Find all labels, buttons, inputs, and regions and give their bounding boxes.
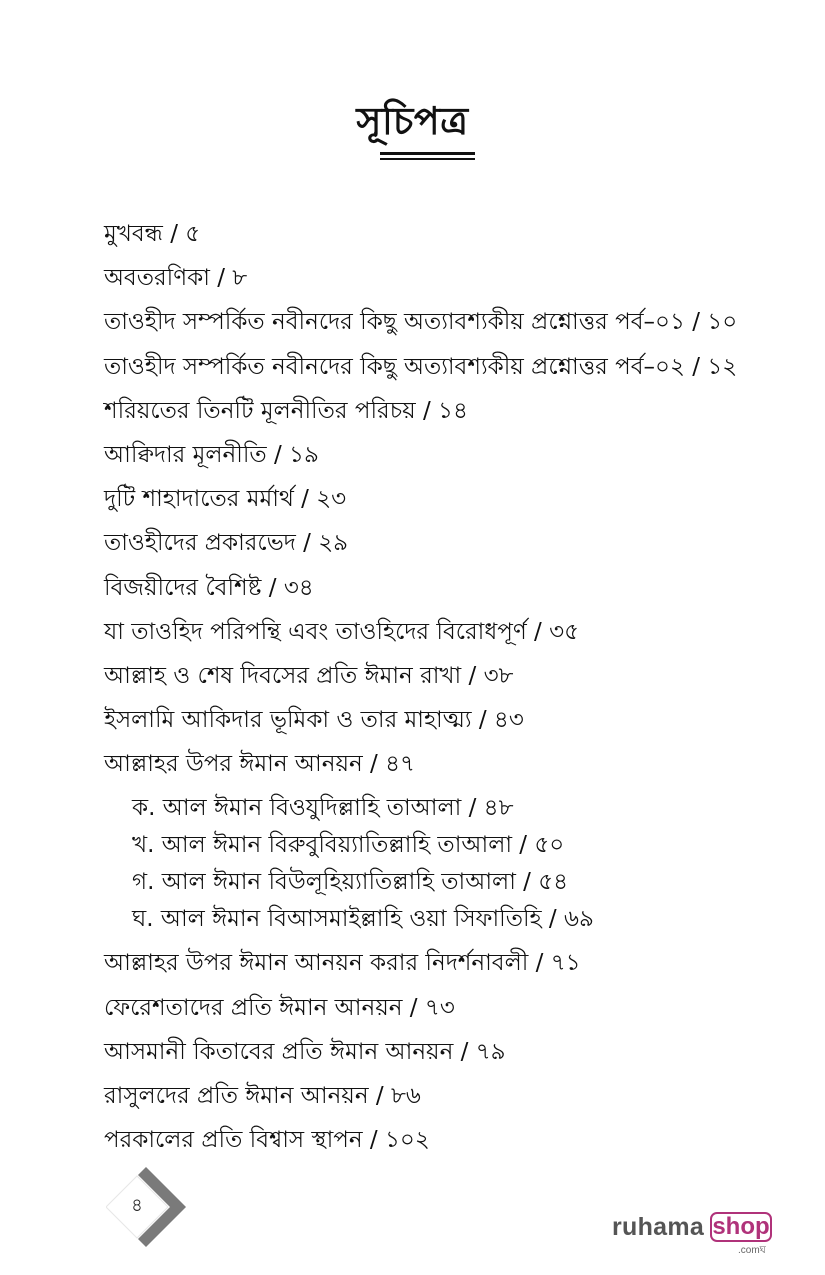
toc-entry: অবতরণিকা / ৮ [104,265,248,292]
page-header [0,95,825,147]
title-underline-thin [380,158,475,160]
toc-entry: বিজয়ীদের বৈশিষ্ট / ৩৪ [104,574,314,601]
toc-entry: আল্লাহর উপর ঈমান আনয়ন করার নিদর্শনাবলী / ৭১ [104,950,581,977]
toc-entry: দুটি শাহাদাতের মর্মার্থ / ২৩ [104,486,347,513]
page-title: সূচিপত্র [356,99,469,143]
toc-entry: আল্লাহর উপর ঈমান আনয়ন / ৪৭ [104,751,415,778]
toc-sub-entry: গ. আল ঈমান বিউলূহিয়্যাতিল্লাহি তাআলা / ৫৪ [132,869,569,896]
toc-entry: মুখবন্ধ / ৫ [104,221,201,247]
toc-entry: ফেরেশতাদের প্রতি ঈমান আনয়ন / ৭৩ [104,994,455,1021]
brand-name: ruhama [612,1213,705,1241]
brand-shop-badge: shop [710,1212,772,1242]
toc-sub-entry: খ. আল ঈমান বিরুবুবিয়্যাতিল্লাহি তাআলা / ৫০ [132,832,565,859]
title-underline-thick [380,152,475,155]
toc-entry: আল্লাহ ও শেষ দিবসের প্রতি ঈমান রাখা / ৩৮ [104,662,514,689]
brand-logo [612,1209,782,1259]
toc-sub-entry: ঘ. আল ঈমান বিআসমাইল্লাহি ওয়া সিফাতিহি / ৬৯ [132,906,594,933]
toc-entry: যা তাওহিদ পরিপন্থি এবং তাওহিদের বিরোধপূর্ণ / ৩৫ [104,618,579,645]
table-of-contents [104,214,784,1164]
toc-entry: রাসুলদের প্রতি ঈমান আনয়ন / ৮৬ [104,1083,421,1109]
toc-entry: তাওহীদ সম্পর্কিত নবীনদের কিছু অত্যাবশ্যকীয় প্রশ্নোত্তর পর্ব–০২ / ১২ [104,353,738,380]
toc-entry: আক্বিদার মূলনীতি / ১৯ [104,441,319,468]
toc-entry: তাওহীদ সম্পর্কিত নবীনদের কিছু অত্যাবশ্যকীয় প্রশ্নোত্তর পর্ব–০১ / ১০ [104,309,738,336]
toc-sub-group [104,788,784,943]
brand-domain: .comঘ [738,1245,766,1256]
toc-entry: আসমানী কিতাবের প্রতি ঈমান আনয়ন / ৭৯ [104,1038,506,1065]
toc-entry: শরিয়তের তিনটি মূলনীতির পরিচয় / ১৪ [104,397,468,424]
page-number: ৪ [131,1195,143,1216]
toc-entry: পরকালের প্রতি বিশ্বাস স্থাপন / ১০২ [104,1127,430,1154]
toc-sub-entry: ক. আল ঈমান বিওযুদিল্লাহি তাআলা / ৪৮ [132,795,514,822]
toc-entry: তাওহীদের প্রকারভেদ / ২৯ [104,530,349,557]
toc-entry: ইসলামি আকিদার ভূমিকা ও তার মাহাত্ম্য / ৪৩ [104,707,524,734]
